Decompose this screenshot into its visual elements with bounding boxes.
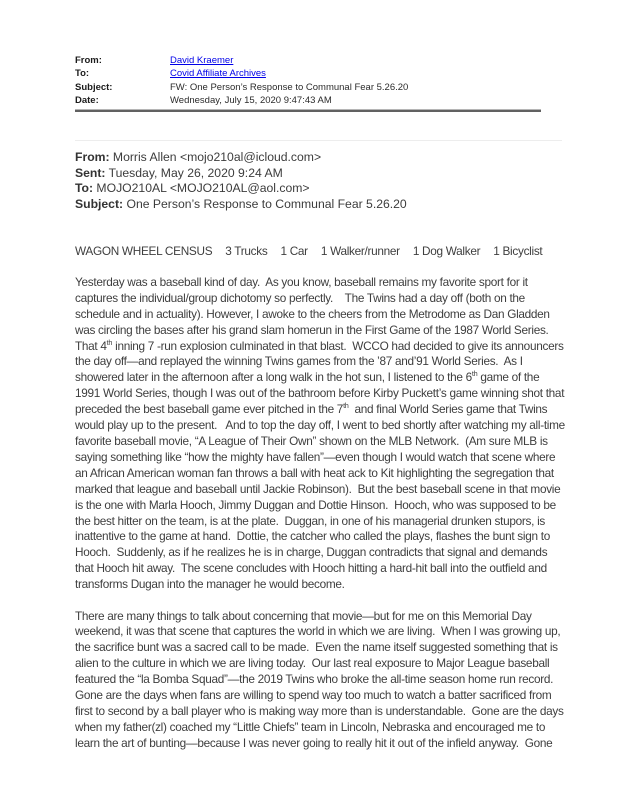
header-inline-row xyxy=(75,197,575,213)
ordinal-superscript: th xyxy=(106,337,113,347)
ordinal-superscript: th xyxy=(343,401,349,411)
field-label: To: xyxy=(75,68,90,80)
body-paragraph xyxy=(75,274,568,593)
paragraph-text: inning 7 -run explosion culminated in that blast. WCCO had decided to give its announcers the day off—and replayed the winning Twins games from the ’87 and’91 World Series. As I showered later in the afternoon after a long walk in the hot sun, I listened to the 6 xyxy=(75,338,567,385)
field-value: FW: One Person’s Response to Communal Fear 5.26.20 xyxy=(170,81,409,93)
header-field-row xyxy=(75,54,547,67)
body-paragraphs xyxy=(75,274,568,752)
field-value: Wednesday, July 15, 2020 9:47:43 AM xyxy=(170,95,332,107)
paragraph-text: game of the 1991 World Series, though I was out of the bathroom before Kirby Puckett’s game winning shot that preceded the best baseball game ever pitched in the 7 xyxy=(75,370,568,417)
paragraph-text: and final World Series game that Twins would play up to the present. And to top the day off, I went to bed shortly after watching my all-time favorite baseball movie, “A League of Their Own” shown on the MLB Network. (Am sure MLB is saying something like “how the mighty have fallen”—even though I would watch that scene where an African American woman fan throws a ball with heat ack to Kit highlighting the segregation that marked that league and baseball until Jackie Robinson). But the best baseball scene in that movie is the one with Marla Hooch, Jimmy Duggan and Dottie Hinson. Hooch, who was supposed to be the best hitter on the team, is at the plate. Duggan, in one of his managerial drunken stupors, is inattentive to the game at hand. Dottie, the catcher who called the plays, flashes the bunt sign to Hooch. Suddenly, as if he realizes he is in charge, Duggan contradicts that signal and demands that Hooch hit away. The scene concludes with Hooch hitting a hard-hit ball into the outfield and transforms Dugan into the manager he would become. xyxy=(75,402,568,592)
inline-field-label: Subject: xyxy=(75,196,124,211)
field-label: Date: xyxy=(75,95,99,107)
census-item: WAGON WHEEL CENSUS xyxy=(75,244,213,258)
field-label: Subject: xyxy=(75,81,113,93)
header-field-row xyxy=(75,94,547,107)
paragraph-text: Yesterday was a baseball kind of day. As you know, baseball remains my favorite sport for it captures the individual/group dichotomy so perfectly. The Twins had a day off (both on the schedule and in actuality). However, I awoke to the cheers from the Metrodome as Dan Gladden was circling the bases after his grand slam homerun in the First Game of the 1987 World Series. That 4 xyxy=(75,274,555,353)
census-item: 1 Car xyxy=(280,244,308,258)
inline-field-value: Tuesday, May 26, 2020 9:24 AM xyxy=(105,165,283,180)
message-divider xyxy=(75,140,562,141)
ordinal-superscript: th xyxy=(471,369,478,379)
header-inline-row xyxy=(75,166,575,182)
inline-field-label: To: xyxy=(75,181,94,195)
recipient-link[interactable]: David Kraemer xyxy=(170,55,234,66)
email-body xyxy=(75,244,568,767)
wagon-wheel-census-line xyxy=(75,244,565,260)
header-separator xyxy=(75,109,541,112)
header-inline-row xyxy=(75,150,575,166)
inline-field-value: MOJO210AL <MOJO210AL@aol.com> xyxy=(93,181,310,195)
header-field-row xyxy=(75,67,547,80)
inline-field-label: Sent: xyxy=(75,165,106,180)
paragraph-text: There are many things to talk about concerning that movie—but for me on this Memorial Day weekend, it was that scene that captures the world in which we are living. When I was growing up, the sacrifice bunt was a sacred call to be made. Even the name itself suggested something that is alien to the culture in which we are living today. Our last real exposure to Major League baseball featured the “la Bomba Squad”—the 2019 Twins who broke the all-time season home run record. Gone are the days when fans are willing to spend way too much to watch a batter sacrificed from first to second by a ball player who is making way more than is understandable. Gone are the days when my father(zl) coached my “Little Chiefs” team in Lincoln, Nebraska and encouraged me to learn the art of bunting—because I was never going to really hit it out of the infield anyway. Gone xyxy=(75,608,567,750)
original-message-header xyxy=(75,150,575,212)
inline-field-label: From: xyxy=(75,150,110,164)
field-label: From: xyxy=(75,55,102,66)
inline-field-value: One Person’s Response to Communal Fear 5.26.20 xyxy=(123,196,407,211)
header-inline-row xyxy=(75,181,575,197)
census-item: 3 Trucks xyxy=(225,244,268,258)
census-item: 1 Dog Walker xyxy=(412,244,481,258)
recipient-link[interactable]: Covid Affiliate Archives xyxy=(170,68,266,80)
body-paragraph xyxy=(75,609,565,752)
forward-header xyxy=(75,54,547,108)
census-item: 1 Walker/runner xyxy=(320,244,400,258)
inline-field-value: Morris Allen <mojo210al@icloud.com> xyxy=(109,150,322,164)
header-field-row xyxy=(75,81,547,94)
census-item: 1 Bicyclist xyxy=(493,244,543,258)
